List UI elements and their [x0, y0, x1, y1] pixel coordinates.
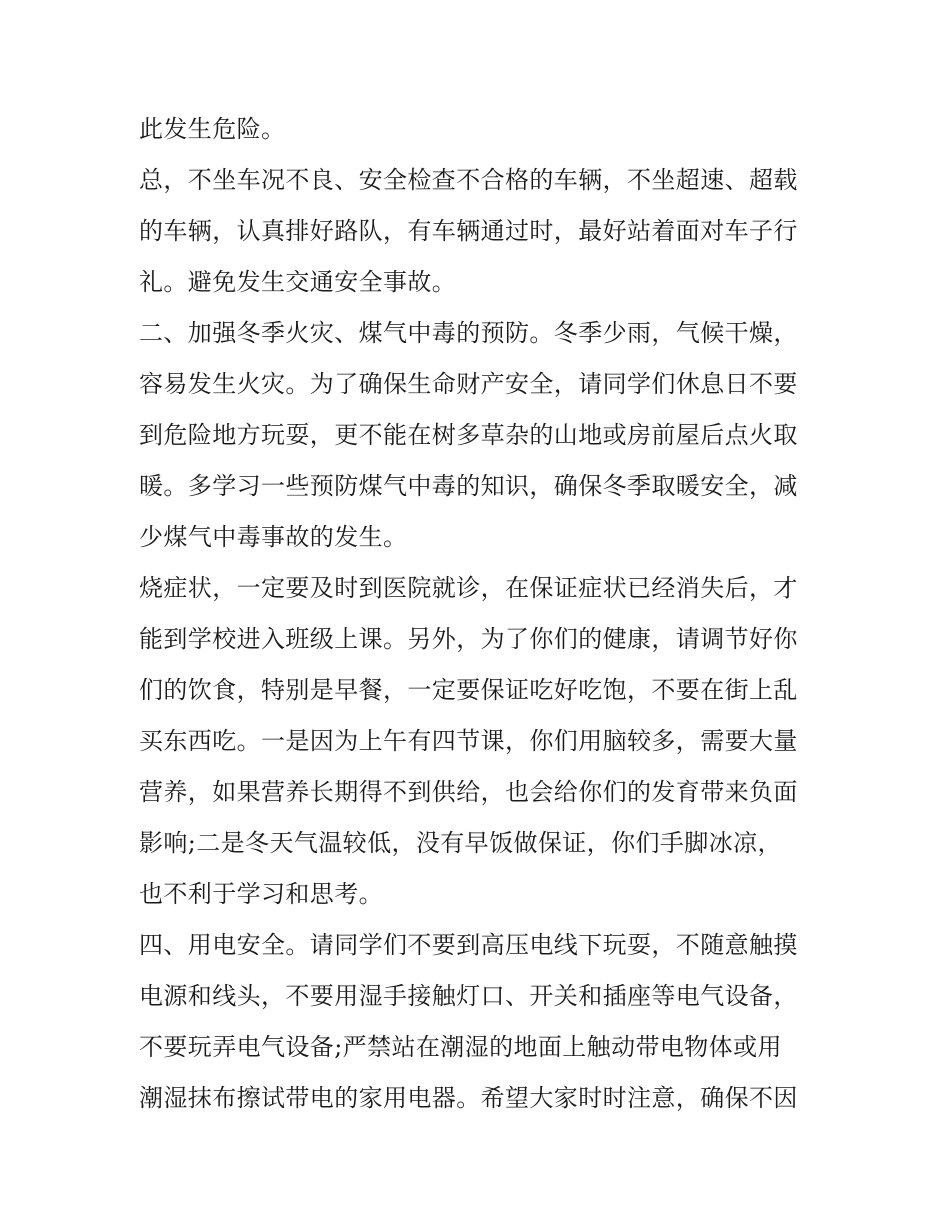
- text-line: 不要玩弄电气设备;严禁站在潮湿的地面上触动带电物体或用: [139, 1033, 782, 1061]
- text-line: 影响;二是冬天气温较低，没有早饭做保证，你们手脚冰凉，: [139, 829, 782, 857]
- text-line: 电源和线头，不要用湿手接触灯口、开关和插座等电气设备，: [139, 982, 798, 1010]
- text-line: 暖。多学习一些预防煤气中毒的知识，确保冬季取暖安全，减: [139, 472, 798, 500]
- text-line: 能到学校进入班级上课。另外，为了你们的健康，请调节好你: [139, 625, 798, 653]
- text-line: 买东西吃。一是因为上午有四节课，你们用脑较多，需要大量: [139, 727, 798, 755]
- document-body: [139, 104, 819, 1124]
- text-line: 四、用电安全。请同学们不要到高压电线下玩耍，不随意触摸: [139, 931, 798, 959]
- text-line: 的车辆，认真排好路队，有车辆通过时，最好站着面对车子行: [139, 217, 798, 245]
- text-line: 也不利于学习和思考。: [139, 880, 383, 908]
- text-line: 总，不坐车况不良、安全检查不合格的车辆，不坐超速、超载: [139, 166, 798, 194]
- text-line: 容易发生火灾。为了确保生命财产安全，请同学们休息日不要: [139, 370, 798, 398]
- text-line: 烧症状，一定要及时到医院就诊，在保证症状已经消失后，才: [139, 574, 798, 602]
- text-line: 二、加强冬季火灾、煤气中毒的预防。冬季少雨，气候干燥，: [139, 319, 798, 347]
- text-line: 礼。避免发生交通安全事故。: [139, 268, 457, 296]
- text-line: 们的饮食，特别是早餐，一定要保证吃好吃饱，不要在街上乱: [139, 676, 798, 704]
- text-line: 此发生危险。: [139, 115, 286, 143]
- text-line: 少煤气中毒事故的发生。: [139, 523, 408, 551]
- text-line: 到危险地方玩耍，更不能在树多草杂的山地或房前屋后点火取: [139, 421, 798, 449]
- text-line: 营养，如果营养长期得不到供给，也会给你们的发育带来负面: [139, 778, 798, 806]
- text-line: 潮湿抹布擦试带电的家用电器。希望大家时时注意，确保不因: [139, 1084, 798, 1112]
